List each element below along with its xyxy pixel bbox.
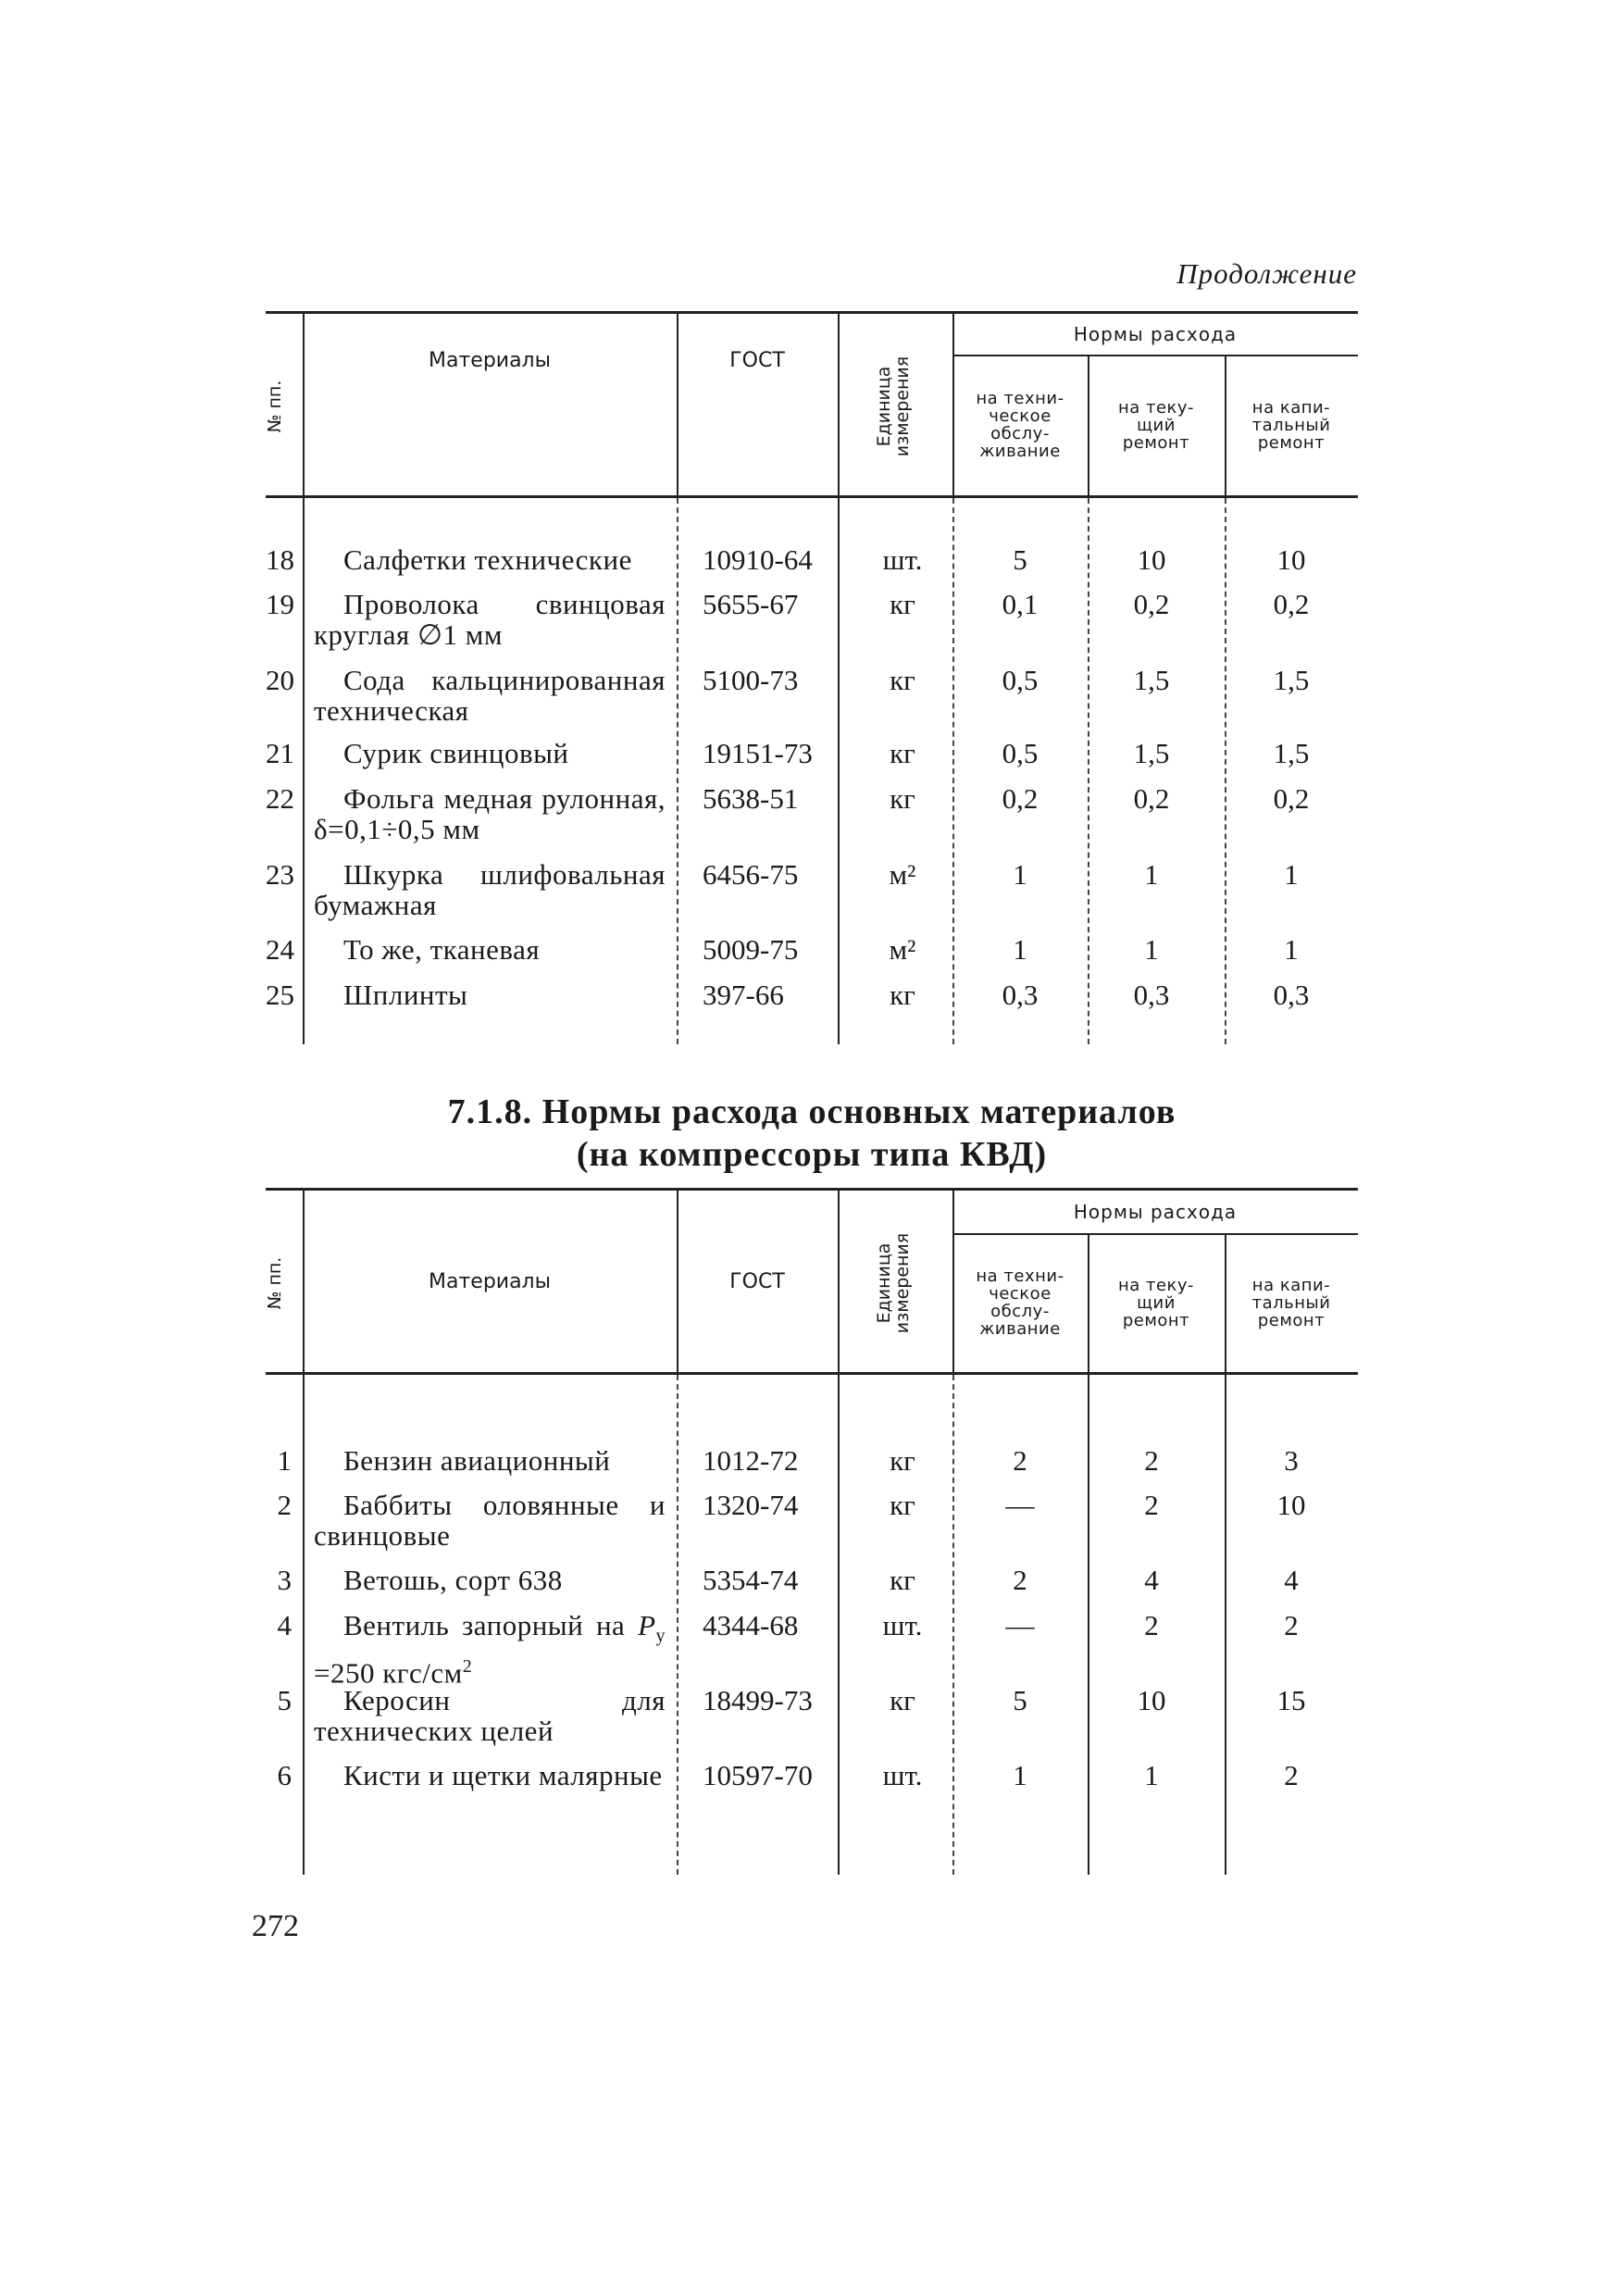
section-title [266,1091,1358,1176]
unit: шт. [882,543,923,576]
header-unit: Единица измерения [874,1232,913,1334]
norm-current-repair: 10 [1137,1684,1166,1716]
unit: кг [890,979,915,1011]
gost-code: 6456-75 [703,858,799,891]
material-name: Вентиль запорный на $P_у =250$ кгс/$см^2$ [314,1609,666,1690]
norm-capital-repair: 1 [1284,933,1299,966]
table-body [266,498,1358,1044]
norm-maintenance: — [1005,1489,1035,1521]
header-kr: на капи- тальный ремонт [1251,1275,1331,1330]
gost-code: 10910-64 [703,543,813,576]
material-name: Сурик свинцовый [343,737,569,769]
material-name: Кисти и щетки малярные [343,1759,663,1791]
norm-maintenance: 0,5 [1002,664,1039,696]
norm-capital-repair: 10 [1276,543,1306,576]
norm-current-repair: 1,5 [1133,664,1170,696]
unit: м² [889,858,916,891]
norm-capital-repair: 0,3 [1273,979,1310,1011]
header-norms: Нормы расхода [1073,1201,1238,1223]
unit: кг [890,1684,915,1716]
gost-code: 4344-68 [703,1609,799,1641]
norm-capital-repair: 3 [1284,1444,1299,1477]
table-body [266,1375,1358,1875]
header-unit: Единица измерения [874,356,913,457]
norm-current-repair: 0,2 [1133,588,1170,620]
row-number: 3 [277,1564,292,1596]
material-name: Бензин авиационный [343,1444,611,1477]
norm-maintenance: 0,1 [1002,588,1039,620]
section-title-line2: (на компрессоры типа КВД) [576,1135,1048,1174]
header-materials: Материалы [429,1269,551,1293]
header-kr: на капи- тальный ремонт [1251,397,1331,453]
norm-current-repair: 4 [1144,1564,1159,1596]
norm-capital-repair: 2 [1284,1609,1299,1641]
row-number: 6 [277,1759,292,1791]
material-name: Шкурка шлифовальная бумажная [314,858,666,921]
norm-maintenance: 1 [1013,933,1027,966]
gost-code: 19151-73 [703,737,813,769]
norm-capital-repair: 2 [1284,1759,1299,1791]
material-name: Проволока свинцовая круглая ∅1 мм [314,588,666,651]
gost-code: 1012-72 [703,1444,799,1477]
norm-capital-repair: 1 [1284,858,1299,891]
unit: шт. [882,1609,923,1641]
norm-maintenance: 0,5 [1002,737,1039,769]
row-number: 5 [277,1684,292,1716]
unit: кг [890,737,915,769]
page-number: 272 [252,1909,299,1943]
unit: кг [890,1444,915,1477]
row-number: 25 [266,979,294,1011]
unit: шт. [882,1759,923,1791]
norm-maintenance: 0,2 [1002,782,1039,815]
unit: кг [890,664,915,696]
row-number: 2 [277,1489,292,1521]
norm-current-repair: 2 [1144,1444,1159,1477]
norm-maintenance: 1 [1013,858,1027,891]
material-name: Ветошь, сорт 638 [343,1564,563,1596]
norm-maintenance: 1 [1013,1759,1027,1791]
header-norms: Нормы расхода [1073,323,1238,345]
compressor-materials-table [266,1188,1358,1875]
gost-code: 5100-73 [703,664,799,696]
gost-code: 10597-70 [703,1759,813,1791]
unit: кг [890,588,915,620]
norm-current-repair: 2 [1144,1489,1159,1521]
norm-maintenance: 0,3 [1002,979,1039,1011]
section-title-line1: 7.1.8. Нормы расхода основных материалов [447,1092,1176,1131]
material-name: Салфетки технические [343,543,632,576]
row-number: 20 [266,664,294,696]
header-to: на техни- ческое обслу- живание [976,389,1064,461]
norm-maintenance: 2 [1013,1444,1027,1477]
materials-table-continued [266,311,1358,1044]
header-to: на техни- ческое обслу- живание [976,1267,1064,1339]
norm-current-repair: 1 [1144,1759,1159,1791]
material-name: То же, тканевая [343,933,541,966]
norm-capital-repair: 0,2 [1273,588,1310,620]
norm-current-repair: 0,2 [1133,782,1170,815]
norm-current-repair: 1,5 [1133,737,1170,769]
header-materials: Материалы [429,348,551,372]
header-tr: на теку- щий ремонт [1117,1275,1195,1330]
continuation-label: Продолжение [1176,257,1357,290]
gost-code: 5638-51 [703,782,799,815]
material-name: Баббиты оловянные и свинцовые [314,1489,666,1552]
gost-code: 5354-74 [703,1564,799,1596]
norm-maintenance: 5 [1013,543,1027,576]
norm-current-repair: 0,3 [1133,979,1170,1011]
table-header [266,311,1358,498]
header-gost: ГОСТ [729,1269,785,1293]
gost-code: 397-66 [703,979,784,1011]
row-number: 1 [277,1444,292,1477]
unit: кг [890,1489,915,1521]
header-tr: на теку- щий ремонт [1117,397,1195,453]
material-name: Сода кальцинированная техническая [314,664,666,727]
norm-capital-repair: 10 [1276,1489,1306,1521]
header-num: № пп. [265,1256,285,1310]
unit: кг [890,782,915,815]
gost-code: 1320-74 [703,1489,799,1521]
unit: м² [889,933,916,966]
row-number: 4 [277,1609,292,1641]
row-number: 24 [266,933,294,966]
gost-code: 5009-75 [703,933,799,966]
norm-capital-repair: 4 [1284,1564,1299,1596]
unit: кг [890,1564,915,1596]
gost-code: 18499-73 [703,1684,813,1716]
norm-capital-repair: 15 [1276,1684,1306,1716]
norm-current-repair: 1 [1144,933,1159,966]
row-number: 23 [266,858,294,891]
norm-current-repair: 2 [1144,1609,1159,1641]
table-header [266,1188,1358,1375]
norm-maintenance: 2 [1013,1564,1027,1596]
norm-capital-repair: 1,5 [1273,664,1310,696]
row-number: 22 [266,782,294,815]
norm-maintenance: 5 [1013,1684,1027,1716]
material-name: Фольга медная рулонная, δ=0,1÷0,5 мм [314,782,666,845]
row-number: 21 [266,737,294,769]
norm-capital-repair: 1,5 [1273,737,1310,769]
row-number: 19 [266,588,294,620]
row-number: 18 [266,543,294,576]
norm-current-repair: 1 [1144,858,1159,891]
norm-maintenance: — [1005,1609,1035,1641]
header-num: № пп. [265,380,285,433]
material-name: Керосин для технических целей [314,1684,666,1747]
gost-code: 5655-67 [703,588,799,620]
header-gost: ГОСТ [729,348,785,372]
norm-current-repair: 10 [1137,543,1166,576]
material-name: Шплинты [343,979,468,1011]
norm-capital-repair: 0,2 [1273,782,1310,815]
